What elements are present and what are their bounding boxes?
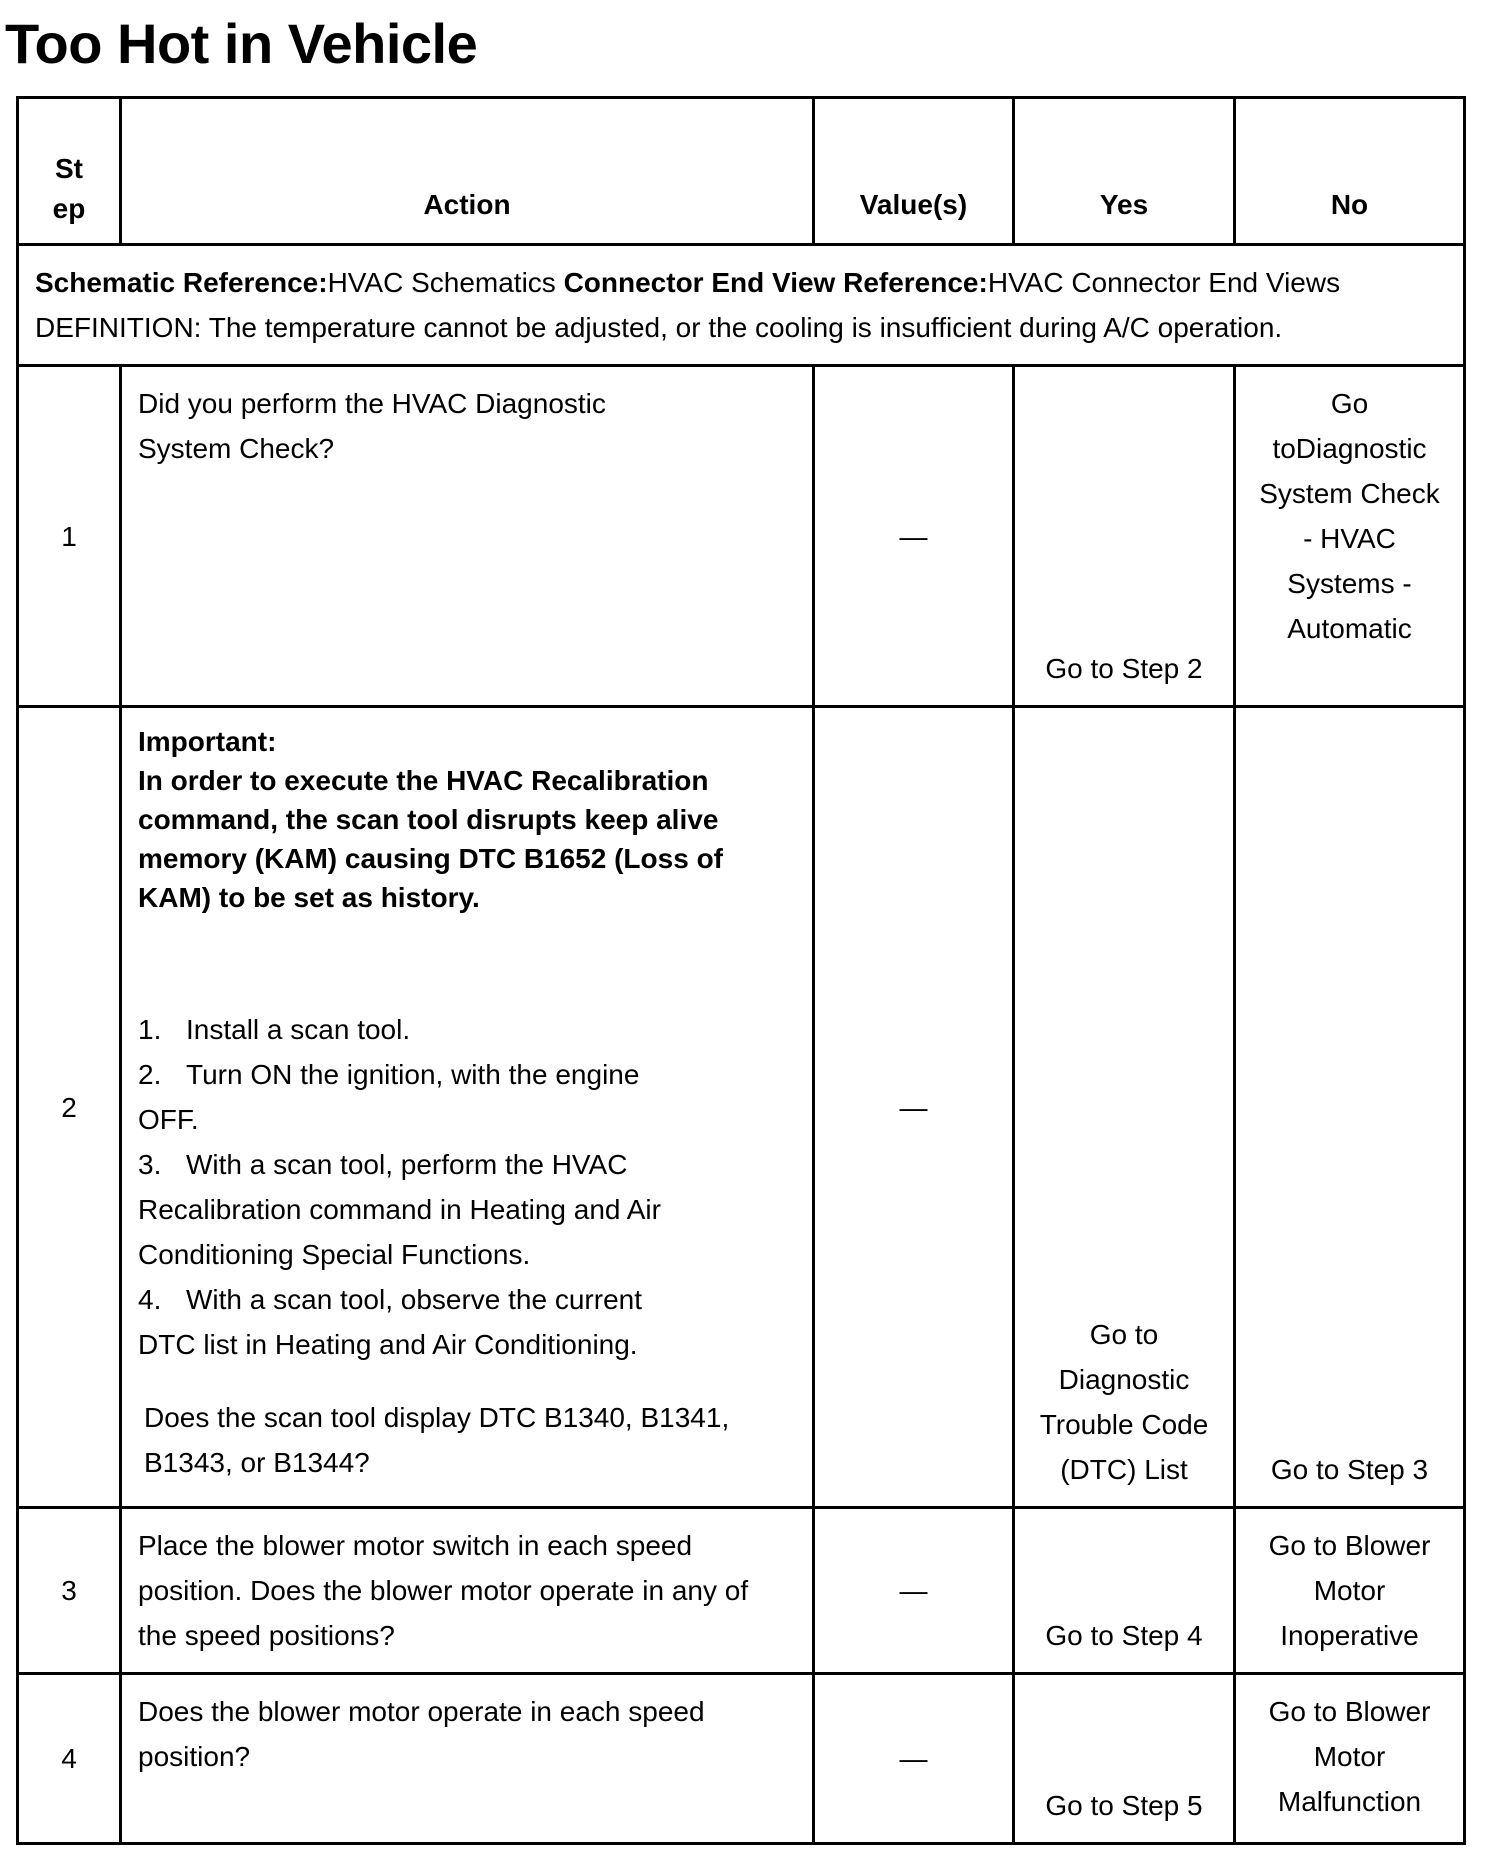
list-item: 1. Install a scan tool. xyxy=(138,1014,411,1045)
header-yes: Yes xyxy=(1014,98,1235,245)
schematic-reference-link[interactable]: HVAC Schematics xyxy=(327,267,556,298)
reference-cell xyxy=(18,245,1465,366)
yes-link[interactable]: Go to Step 4 xyxy=(1014,1508,1235,1674)
table-row xyxy=(18,366,1465,707)
value-cell: — xyxy=(814,366,1014,707)
no-link[interactable]: Go to Blower Motor Malfunction xyxy=(1235,1674,1465,1844)
reference-row xyxy=(18,245,1465,366)
header-values: Value(s) xyxy=(814,98,1014,245)
value-cell: — xyxy=(814,707,1014,1508)
step-number: 3 xyxy=(18,1508,121,1674)
yes-link[interactable]: Go to Diagnostic Trouble Code (DTC) List xyxy=(1014,707,1235,1508)
table-header-row xyxy=(18,98,1465,245)
diagnostic-table xyxy=(16,96,1466,1845)
action-text xyxy=(121,707,814,1508)
value-cell: — xyxy=(814,1508,1014,1674)
yes-link[interactable]: Go to Step 2 xyxy=(1014,366,1235,707)
no-link[interactable]: Go toDiagnostic System Check - HVAC Systems - Automatic xyxy=(1235,366,1465,707)
action-text: Does the blower motor operate in each speed position? xyxy=(121,1674,814,1844)
list-item: 3. With a scan tool, perform the HVAC Recalibration command in Heating and Air Conditioning Special Functions. xyxy=(138,1149,661,1270)
list-item: 2. Turn ON the ignition, with the engine OFF. xyxy=(138,1059,640,1135)
header-action: Action xyxy=(121,98,814,245)
value-cell: — xyxy=(814,1674,1014,1844)
connector-reference-label: Connector End View Reference: xyxy=(563,267,988,298)
important-label: Important: xyxy=(138,726,277,757)
important-text: In order to execute the HVAC Recalibration command, the scan tool disrupts keep alive memory (KAM) causing DTC B1652 (Loss of KAM) to be set as history. xyxy=(138,765,723,913)
definition-text: DEFINITION: The temperature cannot be adjusted, or the cooling is insufficient during A/C operation. xyxy=(35,312,1283,343)
table-row xyxy=(18,707,1465,1508)
list-item: 4. With a scan tool, observe the current DTC list in Heating and Air Conditioning. xyxy=(138,1284,642,1360)
table-row xyxy=(18,1508,1465,1674)
table-row xyxy=(18,1674,1465,1844)
step-number: 1 xyxy=(18,366,121,707)
no-link[interactable]: Go to Blower Motor Inoperative xyxy=(1235,1508,1465,1674)
schematic-reference-label: Schematic Reference: xyxy=(35,267,328,298)
connector-reference-link[interactable]: HVAC Connector End Views xyxy=(987,267,1341,298)
question-text: Does the scan tool display DTC B1340, B1341, B1343, or B1344? xyxy=(144,1402,730,1478)
step-number: 4 xyxy=(18,1674,121,1844)
action-text: Did you perform the HVAC Diagnostic System Check? xyxy=(121,366,814,707)
header-no: No xyxy=(1235,98,1465,245)
header-step: St ep xyxy=(18,98,121,245)
yes-link[interactable]: Go to Step 5 xyxy=(1014,1674,1235,1844)
page-title: Too Hot in Vehicle xyxy=(5,12,478,75)
step-number: 2 xyxy=(18,707,121,1508)
no-link[interactable]: Go to Step 3 xyxy=(1235,707,1465,1508)
action-text: Place the blower motor switch in each speed position. Does the blower motor operate in any of the speed positions? xyxy=(121,1508,814,1674)
